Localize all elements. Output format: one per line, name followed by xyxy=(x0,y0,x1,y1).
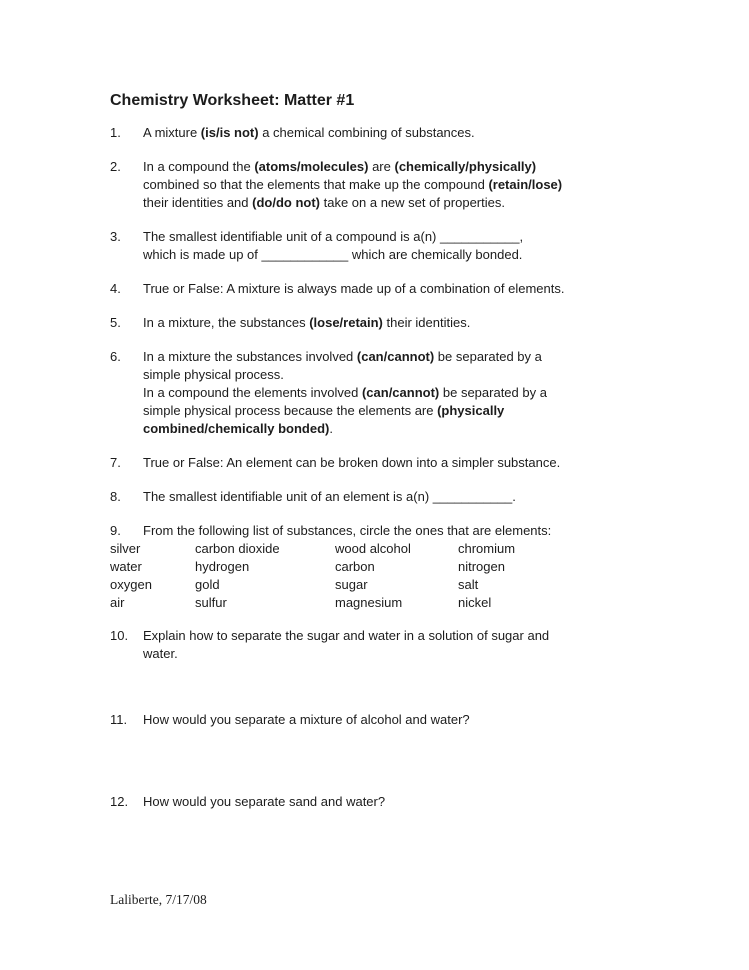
substance-item: sulfur xyxy=(195,595,227,610)
question-number: 5. xyxy=(110,315,121,330)
question-text: The smallest identifiable unit of a compound is a(n) ___________, which is made up of ____________ which are chemically bonded. xyxy=(143,229,524,262)
question-item xyxy=(110,793,643,811)
question-item xyxy=(110,314,643,332)
question-number: 8. xyxy=(110,489,121,504)
question-number: 7. xyxy=(110,455,121,470)
substance-item: carbon xyxy=(335,559,375,574)
substance-item: hydrogen xyxy=(195,559,250,574)
question-number: 12. xyxy=(110,794,129,809)
question-text: A mixture (is/is not) a chemical combining of substances. xyxy=(143,125,475,140)
question-number: 1. xyxy=(110,125,121,140)
question-text: How would you separate sand and water? xyxy=(143,794,386,809)
substance-item: nitrogen xyxy=(458,559,505,574)
question-number: 6. xyxy=(110,349,121,364)
question-text: Explain how to separate the sugar and water in a solution of sugar and water. xyxy=(143,628,550,661)
question-text: In a mixture, the substances (lose/retain) their identities. xyxy=(143,315,471,330)
substance-item: sugar xyxy=(335,577,368,592)
substance-item: chromium xyxy=(458,541,516,556)
question-item xyxy=(110,711,643,729)
question-text: In a mixture the substances involved (can/cannot) be separated by a simple physical process. In a compound the elements involved (can/cannot) be separated by a simple physical process because the elements are (physically combined/chemically bonded). xyxy=(143,349,547,436)
question-number: 11. xyxy=(110,712,128,727)
substance-item: wood alcohol xyxy=(335,541,411,556)
question-number: 4. xyxy=(110,281,121,296)
question-item xyxy=(110,228,643,264)
question-text: From the following list of substances, circle the ones that are elements: xyxy=(143,523,552,538)
question-list-top xyxy=(110,124,643,540)
question-item xyxy=(110,454,643,472)
question-text: True or False: A mixture is always made up of a combination of elements. xyxy=(143,281,565,296)
substance-item: water xyxy=(110,559,142,574)
question-text: The smallest identifiable unit of an element is a(n) ___________. xyxy=(143,489,516,504)
question-text: True or False: An element can be broken down into a simpler substance. xyxy=(143,455,561,470)
substance-item: silver xyxy=(110,541,141,556)
substance-item: carbon dioxide xyxy=(195,541,280,556)
question-number: 10. xyxy=(110,628,129,643)
substance-item: air xyxy=(110,595,125,610)
substances-grid xyxy=(110,540,643,612)
question-item xyxy=(110,348,643,438)
question-item xyxy=(110,522,643,540)
substance-item: oxygen xyxy=(110,577,152,592)
substance-item: salt xyxy=(458,577,479,592)
question-number: 9. xyxy=(110,523,121,538)
question-list-bottom xyxy=(110,627,643,811)
question-item xyxy=(110,627,643,663)
substance-item: nickel xyxy=(458,595,492,610)
question-item xyxy=(110,158,643,212)
question-text: How would you separate a mixture of alcohol and water? xyxy=(143,712,470,727)
footer-author-date: Laliberte, 7/17/08 xyxy=(110,892,207,907)
question-item xyxy=(110,488,643,506)
substance-item: gold xyxy=(195,577,220,592)
question-number: 2. xyxy=(110,159,121,174)
worksheet-title: Chemistry Worksheet: Matter #1 xyxy=(110,92,355,109)
question-item xyxy=(110,280,643,298)
question-item xyxy=(110,124,643,142)
question-number: 3. xyxy=(110,229,121,244)
substance-item: magnesium xyxy=(335,595,403,610)
question-text: In a compound the (atoms/molecules) are (chemically/physically) combined so that the elements that make up the compound (retain/lose) their identities and (do/do not) take on a new set of properties. xyxy=(143,159,563,210)
